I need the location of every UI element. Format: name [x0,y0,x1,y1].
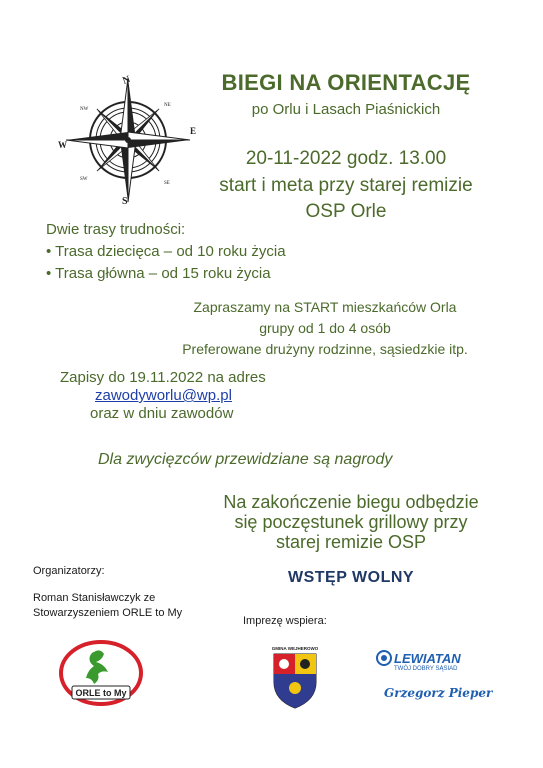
compass-sw: SW [80,177,88,182]
organizers-text [33,591,233,621]
free-entry: WSTĘP WOLNY [288,569,415,586]
sponsor-label: Imprezę wspiera: [243,615,327,627]
routes-section [46,219,286,285]
compass-rose-icon [58,72,198,207]
ending-line-1: Na zakończenie biegu odbędzie [223,492,479,512]
compass-e: E [190,126,197,136]
location-line-2: OSP Orle [305,201,387,222]
compass-s: S [122,196,128,207]
signup-same-day: oraz w dniu zawodów [90,405,234,422]
compass-se: SE [164,181,170,186]
compass-n: N [121,74,132,87]
invite-section [160,297,490,360]
pieper-logo: Grzegorz Pieper [384,686,493,700]
ending-section [186,492,516,552]
gmina-logo-text: GMINA WEJHEROWO [271,646,319,651]
prizes-note: Dla zwycięzców przewidziane są nagrody [98,451,393,468]
organizers-line-1: Roman Stanisławczyk ze [33,592,156,604]
ending-line-3: starej remizie OSP [275,532,427,552]
compass-w: W [58,140,67,150]
invite-line-3: Preferowane drużyny rodzinne, sąsiedzkie itp. [182,341,468,357]
lewiatan-logo-row [376,650,466,666]
event-date-time: 20-11-2022 godz. 13.00 [245,148,447,169]
orle-to-my-logo [56,638,146,708]
signup-text: Zapisy do 19.11.2022 na adres [60,369,266,386]
route-item-children: • Trasa dziecięca – od 10 roku życia [46,243,286,260]
page-title: BIEGI NA ORIENTACJĘ [221,70,471,95]
invite-line-2: grupy od 1 do 4 osób [259,320,391,336]
compass-nw: NW [80,107,89,112]
route-item-main: • Trasa główna – od 15 roku życia [46,265,271,282]
orle-logo-text: ORLE to My [75,688,127,698]
gmina-wejherowo-crest-logo [270,644,320,710]
location-line-1: start i meta przy starej remizie [219,175,473,196]
organizers-label: Organizatorzy: [33,565,105,577]
subtitle: po Orlu i Lasach Piaśnickich [251,101,441,118]
lewiatan-logo-text: LEWIATAN [394,650,461,666]
routes-heading: Dwie trasy trudności: [46,221,186,238]
lewiatan-logo [376,650,466,672]
compass-ne: NE [164,103,171,108]
invite-line-1: Zapraszamy na START mieszkańców Orla [193,299,457,315]
ending-line-2: się poczęstunek grillowy przy [234,512,468,532]
signup-email-link[interactable]: zawodyworlu@wp.pl [95,387,232,404]
lewiatan-tagline: TWÓJ DOBRY SĄSIAD [394,666,458,672]
lewiatan-mark-icon [376,650,392,666]
organizers-line-2: Stowarzyszeniem ORLE to My [33,607,183,619]
